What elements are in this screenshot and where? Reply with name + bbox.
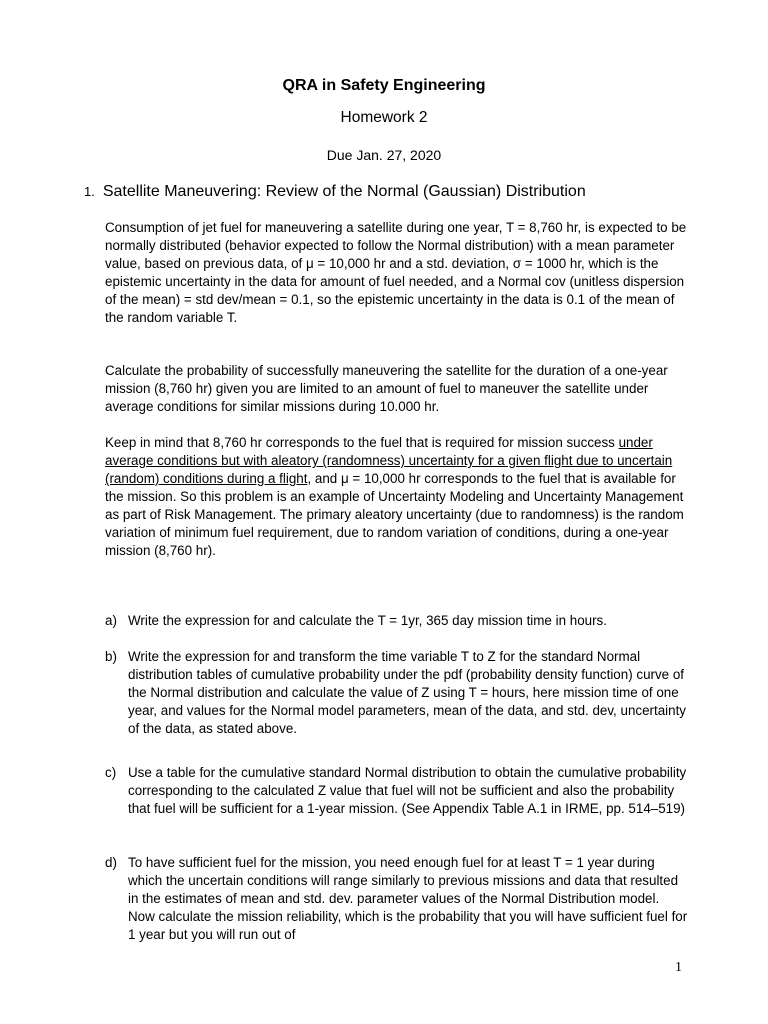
item-text: Write the expression for and calculate the T = 1yr, 365 day mission time in hours. [128, 613, 607, 628]
document-title: QRA in Safety Engineering [282, 77, 486, 94]
page-number: 1 [675, 960, 682, 975]
question-heading-text: Satellite Maneuvering: Review of the Normal (Gaussian) Distribution [102, 183, 586, 200]
item-label: a) [105, 613, 117, 628]
paragraph-3-underlined: under average conditions but with aleatory (randomness) uncertainty for a given flight due to uncertain (random) conditions during a flight [105, 435, 673, 486]
list-item-a [105, 612, 689, 630]
item-label: c) [105, 765, 117, 780]
question-number: 1. [84, 184, 95, 199]
paragraph-1: Consumption of jet fuel for maneuvering a satellite during one year, T = 8,760 hr, is expected to be normally distributed (behavior expected to follow the Normal distribution) with a mean parameter value, based on previous data, of μ = 10,000 hr and a std. deviation, σ = 1000 hr, which is the epistemic uncertainty in the data for amount of fuel needed, and a Normal cov (unitless dispersion of the mean) = std dev/mean = 0.1, so the epistemic uncertainty in the data is 0.1 of the mean of the random variable T. [105, 220, 687, 325]
paragraph-2: Calculate the probability of successfully maneuvering the satellite for the duration of a one-year mission (8,760 hr) given you are limited to an amount of fuel to maneuver the satellite under average conditions for similar missions during 10.000 hr. [105, 363, 668, 414]
due-date: Due Jan. 27, 2020 [326, 147, 442, 163]
question-1-heading [84, 181, 586, 203]
item-text: Write the expression for and transform the time variable T to Z for the standard Normal distribution tables of cumulative probability under the pdf (probability density function) curve of the Normal distribution and calculate the value of Z using T = hours, here mission time of one year, and values for the Normal model parameters, mean of the data, and std. dev, uncertainty of the data, as stated above. [128, 649, 686, 736]
list-item-d [105, 854, 689, 944]
list-item-b [105, 648, 689, 738]
paragraph-3-end: , and μ = 10,000 hr corresponds to the fuel that is available for the mission. So this problem is an example of Uncertainty Modeling and Uncertainty Management as part of Risk Management. The primary aleatory uncertainty (due to randomness) is the random variation of minimum fuel requirement, due to random variation of conditions, during a one-year mission (8,760 hr). [105, 471, 684, 558]
list-item-c [105, 764, 689, 818]
item-text: Use a table for the cumulative standard Normal distribution to obtain the cumulative probability corresponding to the calculated Z value that fuel will not be sufficient and also the probability that fuel will be sufficient for a 1-year mission. (See Appendix Table A.1 in IRME, pp. 514–519) [128, 765, 687, 816]
document-subtitle: Homework 2 [340, 109, 428, 126]
paragraph-3-start: Keep in mind that 8,760 hr corresponds to the fuel that is required for mission success [105, 435, 619, 450]
item-text: To have sufficient fuel for the mission, you need enough fuel for at least T = 1 year during which the uncertain conditions will range similarly to previous missions and data that resulted in the estimates of mean and std. dev. parameter values of the Normal Distribution model. Now calculate the mission reliability, which is the probability that you will have sufficient fuel for 1 year but you will run out of [128, 855, 688, 942]
paragraph-3 [105, 434, 687, 560]
item-label: b) [105, 649, 117, 664]
item-label: d) [105, 855, 117, 870]
